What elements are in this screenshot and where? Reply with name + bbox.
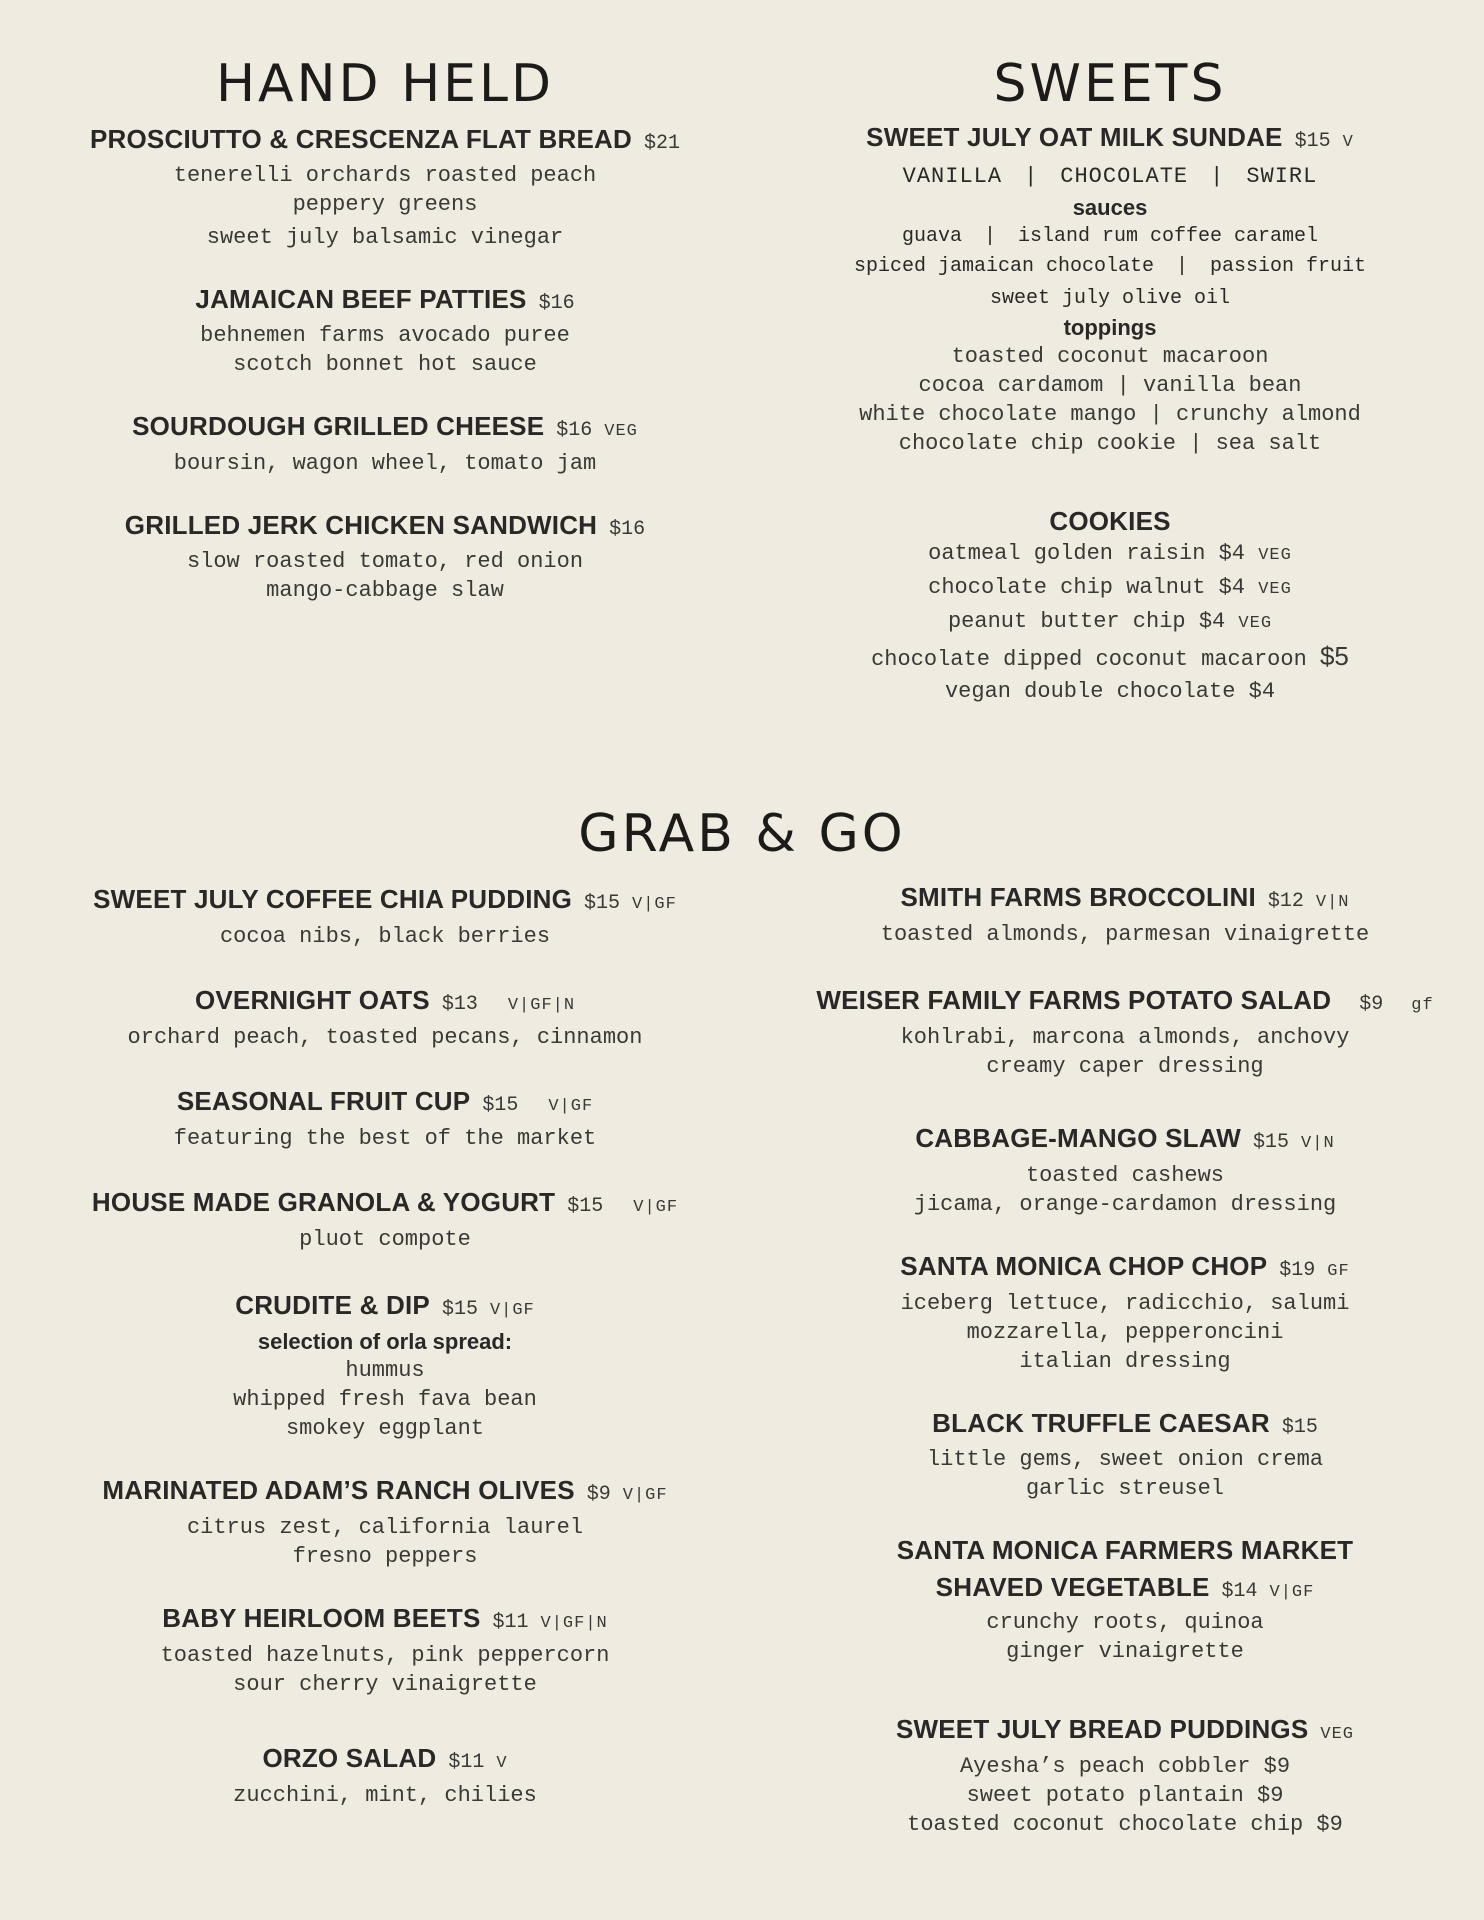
item-desc: peppery greens <box>292 192 478 217</box>
item-desc: toasted coconut chocolate chip $9 <box>907 1812 1343 1837</box>
item-name: PROSCIUTTO & CRESCENZA FLAT BREAD <box>89 124 632 154</box>
item-desc: ginger vinaigrette <box>1006 1639 1244 1664</box>
item-name: CABBAGE-MANGO SLAW <box>915 1123 1242 1153</box>
menu-item <box>780 983 1470 1081</box>
item-desc: toasted almonds, parmesan vinaigrette <box>880 922 1370 947</box>
hand-held-section <box>40 54 730 635</box>
sauce-line: sweet july olive oil <box>989 287 1231 310</box>
cookie-item: chocolate dipped coconut macaroon $5 <box>871 641 1349 672</box>
flavor: VANILLA <box>902 164 1003 189</box>
menu-item <box>40 1601 730 1699</box>
menu-item <box>780 1249 1470 1376</box>
item-name: SHAVED VEGETABLE <box>935 1572 1210 1602</box>
item-desc: sweet potato plantain $9 <box>966 1783 1284 1808</box>
sundae-flavors: VANILLA | CHOCOLATE | SWIRL <box>902 164 1318 189</box>
topping-line: toasted coconut macaroon <box>951 344 1269 369</box>
item-desc: fresno peppers <box>292 1544 478 1569</box>
menu-item <box>780 1406 1470 1503</box>
item-diet-tag: V|GF <box>1269 1583 1315 1602</box>
menu-item <box>40 282 730 379</box>
item-diet-tag: V|GF <box>622 1486 668 1505</box>
item-desc: garlic streusel <box>1025 1476 1225 1501</box>
item-price: $9 <box>1359 993 1384 1016</box>
menu-item <box>40 1741 730 1810</box>
item-name: JAMAICAN BEEF PATTIES <box>195 284 527 314</box>
item-name: WEISER FAMILY FARMS POTATO SALAD <box>816 985 1332 1015</box>
sweets-section <box>760 54 1460 708</box>
item-diet-tag: VEG <box>604 422 638 441</box>
item-diet-tag: V|GF|N <box>507 996 576 1015</box>
item-desc: boursin, wagon wheel, tomato jam <box>173 451 597 476</box>
item-subheading: selection of orla spread: <box>257 1329 513 1354</box>
item-name: SEASONAL FRUIT CUP <box>176 1086 471 1116</box>
item-price: $15 <box>1253 1131 1290 1154</box>
item-diet-tag: V|GF <box>632 895 677 914</box>
sauces-heading: sauces <box>1072 195 1148 220</box>
item-desc: creamy caper dressing <box>986 1054 1264 1079</box>
cookie-item: chocolate chip walnut $4 VEG <box>928 575 1292 600</box>
section-title-grab-go: GRAB & GO <box>578 804 906 864</box>
item-desc: crunchy roots, quinoa <box>986 1610 1264 1635</box>
item-name: SWEET JULY COFFEE CHIA PUDDING <box>93 884 573 914</box>
item-name: SWEET JULY OAT MILK SUNDAE <box>866 122 1283 152</box>
item-desc: whipped fresh fava bean <box>233 1387 537 1412</box>
item-desc: tenerelli orchards roasted peach <box>173 163 597 188</box>
item-desc: mango-cabbage slaw <box>266 578 504 603</box>
item-price: $16 <box>538 292 575 315</box>
grab-go-header <box>0 804 1484 864</box>
item-name: SMITH FARMS BROCCOLINI <box>900 882 1256 912</box>
item-price: $11 <box>492 1611 529 1634</box>
cookie-item: oatmeal golden raisin $4 VEG <box>928 541 1292 566</box>
item-price: $15 <box>567 1195 604 1218</box>
item-desc: hummus <box>345 1358 425 1383</box>
item-price: $15 <box>441 1298 478 1321</box>
topping-line: white chocolate mango | crunchy almond <box>859 402 1361 427</box>
item-desc: mozzarella, pepperoncini <box>966 1320 1284 1345</box>
grab-go-left-column <box>40 882 730 1840</box>
menu-item <box>40 983 730 1052</box>
menu-item <box>780 880 1470 949</box>
topping-line: cocoa cardamom | vanilla bean <box>918 373 1302 398</box>
item-desc: jicama, orange-cardamon dressing <box>913 1192 1337 1217</box>
flavor: SWIRL <box>1246 164 1318 189</box>
menu-item <box>780 1533 1470 1666</box>
item-name: SWEET JULY BREAD PUDDINGS <box>895 1714 1309 1744</box>
item-price: $15 <box>482 1094 519 1117</box>
item-price: $9 <box>586 1483 611 1506</box>
item-price: $15 <box>584 892 621 915</box>
menu-item <box>40 122 730 252</box>
item-price: $14 <box>1221 1580 1258 1603</box>
item-price: $13 <box>441 993 478 1016</box>
menu-item <box>40 882 730 951</box>
item-diet-tag: V|GF|N <box>540 1614 608 1633</box>
item-diet-tag: V|N <box>1315 893 1350 912</box>
item-desc: sour cherry vinaigrette <box>233 1672 537 1697</box>
item-name: SANTA MONICA CHOP CHOP <box>900 1251 1268 1281</box>
item-desc: zucchini, mint, chilies <box>233 1783 537 1808</box>
sauce-line: guava | island rum coffee caramel <box>901 225 1319 248</box>
item-diet-tag: gf <box>1411 996 1434 1015</box>
item-desc: little gems, sweet onion crema <box>926 1447 1324 1472</box>
item-desc: toasted cashews <box>1025 1163 1225 1188</box>
item-price: $19 <box>1279 1259 1316 1282</box>
topping-line: chocolate chip cookie | sea salt <box>898 431 1322 456</box>
item-desc: smokey eggplant <box>285 1416 485 1441</box>
menu-item <box>780 1712 1470 1839</box>
item-price: $15 <box>1281 1416 1318 1439</box>
item-price: $16 <box>609 518 646 541</box>
item-diet-tag: VEG <box>1320 1725 1354 1744</box>
section-title-hand-held: HAND HELD <box>215 54 555 114</box>
menu-item <box>780 1121 1470 1219</box>
menu-item <box>40 1084 730 1153</box>
section-title-sweets: SWEETS <box>993 54 1227 114</box>
cookies-heading: COOKIES <box>1049 506 1171 536</box>
item-diet-tag: GF <box>1327 1262 1350 1281</box>
item-desc: kohlrabi, marcona almonds, anchovy <box>900 1025 1350 1050</box>
item-diet-tag: V|GF <box>548 1097 594 1116</box>
item-desc: cocoa nibs, black berries <box>219 924 551 949</box>
sauce-line: spiced jamaican chocolate | passion fruit <box>853 255 1367 278</box>
cookie-item: peanut butter chip $4 VEG <box>947 609 1273 634</box>
item-desc: Ayesha’s peach cobbler $9 <box>959 1754 1291 1779</box>
item-price: $16 <box>556 419 593 442</box>
cookie-item: vegan double chocolate $4 <box>944 679 1276 704</box>
item-name: GRILLED JERK CHICKEN SANDWICH <box>124 510 598 540</box>
item-desc: iceberg lettuce, radicchio, salumi <box>900 1291 1350 1316</box>
menu-item <box>40 409 730 478</box>
item-name: CRUDITE & DIP <box>235 1290 430 1320</box>
menu-item <box>40 508 730 605</box>
item-desc: scotch bonnet hot sauce <box>233 352 537 377</box>
menu-item <box>40 1473 730 1571</box>
item-diet-tag: V|GF <box>633 1198 679 1217</box>
item-price: $21 <box>644 132 681 155</box>
item-desc: behnemen farms avocado puree <box>200 323 570 348</box>
item-name: OVERNIGHT OATS <box>194 985 430 1015</box>
item-name: HOUSE MADE GRANOLA & YOGURT <box>91 1187 556 1217</box>
item-name: SOURDOUGH GRILLED CHEESE <box>132 411 545 441</box>
grab-go-right-column <box>780 880 1470 1869</box>
menu-item <box>40 1288 730 1443</box>
item-name: BABY HEIRLOOM BEETS <box>162 1603 481 1633</box>
item-diet-tag: V|GF <box>489 1301 535 1320</box>
item-price: $11 <box>448 1751 485 1774</box>
item-desc: toasted hazelnuts, pink peppercorn <box>160 1643 610 1668</box>
item-desc: orchard peach, toasted pecans, cinnamon <box>127 1025 643 1050</box>
flavor: CHOCOLATE <box>1060 164 1189 189</box>
item-desc: featuring the best of the market <box>173 1126 597 1151</box>
item-desc: sweet july balsamic vinegar <box>206 225 564 250</box>
item-name-top: SANTA MONICA FARMERS MARKET <box>896 1535 1354 1565</box>
item-desc: pluot compote <box>299 1227 471 1252</box>
item-diet-tag: V|N <box>1301 1134 1335 1153</box>
item-diet-tag: V <box>496 1754 508 1773</box>
item-desc: italian dressing <box>1019 1349 1231 1374</box>
item-name: MARINATED ADAM’S RANCH OLIVES <box>102 1475 575 1505</box>
item-name: BLACK TRUFFLE CAESAR <box>932 1408 1270 1438</box>
item-name: ORZO SALAD <box>262 1743 437 1773</box>
item-price: $15 <box>1294 130 1331 153</box>
menu-item <box>40 1185 730 1254</box>
item-price: $12 <box>1267 890 1304 913</box>
item-desc: slow roasted tomato, red onion <box>186 549 584 574</box>
item-desc: citrus zest, california laurel <box>186 1515 584 1540</box>
item-diet-tag: V <box>1342 133 1354 152</box>
toppings-heading: toppings <box>1063 315 1157 340</box>
